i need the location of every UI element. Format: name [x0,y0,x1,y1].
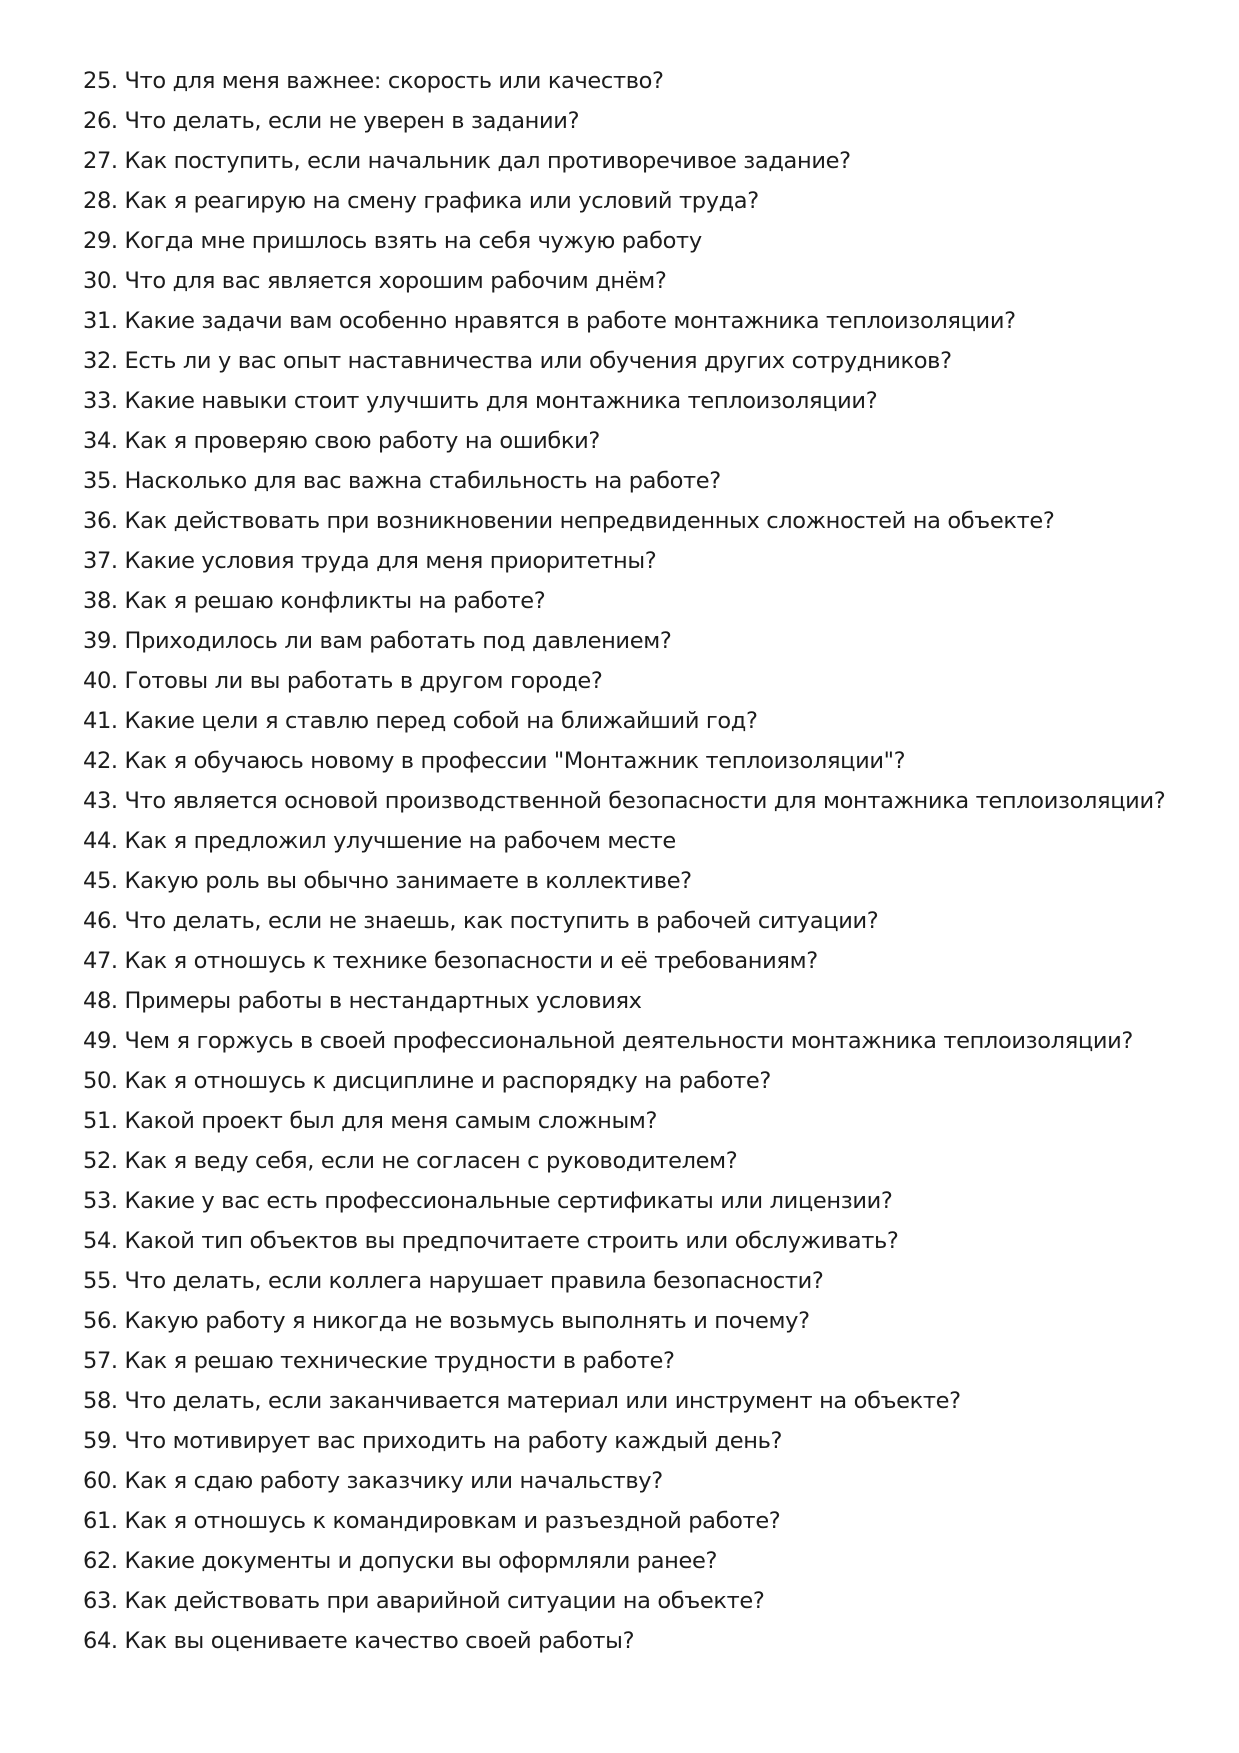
question-item: 43. Что является основой производственной безопасности для монтажника теплоизоляции? [83,788,1166,814]
question-item: 28. Как я реагирую на смену графика или условий труда? [83,188,759,214]
question-item: 41. Какие цели я ставлю перед собой на ближайший год? [83,708,758,734]
question-item: 29. Когда мне пришлось взять на себя чужую работу [83,228,702,254]
question-item: 62. Какие документы и допуски вы оформляли ранее? [83,1548,718,1574]
question-item: 49. Чем я горжусь в своей профессиональной деятельности монтажника теплоизоляции? [83,1028,1134,1054]
question-item: 30. Что для вас является хорошим рабочим днём? [83,268,667,294]
question-item: 61. Как я отношусь к командировкам и разъездной работе? [83,1508,781,1534]
question-item: 45. Какую роль вы обычно занимаете в коллективе? [83,868,692,894]
question-item: 56. Какую работу я никогда не возьмусь выполнять и почему? [83,1308,810,1334]
question-item: 39. Приходилось ли вам работать под давлением? [83,628,672,654]
question-item: 58. Что делать, если заканчивается материал или инструмент на объекте? [83,1388,961,1414]
question-item: 27. Как поступить, если начальник дал противоречивое задание? [83,148,851,174]
question-item: 38. Как я решаю конфликты на работе? [83,588,546,614]
question-item: 26. Что делать, если не уверен в задании? [83,108,580,134]
question-item: 51. Какой проект был для меня самым сложным? [83,1108,658,1134]
question-item: 47. Как я отношусь к технике безопасности и её требованиям? [83,948,818,974]
question-item: 48. Примеры работы в нестандартных условиях [83,988,642,1014]
question-list [83,61,1203,1661]
question-item: 59. Что мотивирует вас приходить на работу каждый день? [83,1428,783,1454]
question-item: 31. Какие задачи вам особенно нравятся в работе монтажника теплоизоляции? [83,308,1016,334]
question-item: 40. Готовы ли вы работать в другом городе? [83,668,603,694]
question-item: 33. Какие навыки стоит улучшить для монтажника теплоизоляции? [83,388,878,414]
question-item: 54. Какой тип объектов вы предпочитаете строить или обслуживать? [83,1228,899,1254]
question-item: 44. Как я предложил улучшение на рабочем месте [83,828,676,854]
question-item: 37. Какие условия труда для меня приоритетны? [83,548,657,574]
question-item: 25. Что для меня важнее: скорость или качество? [83,68,664,94]
question-item: 50. Как я отношусь к дисциплине и распорядку на работе? [83,1068,771,1094]
question-item: 60. Как я сдаю работу заказчику или начальству? [83,1468,663,1494]
question-item: 55. Что делать, если коллега нарушает правила безопасности? [83,1268,824,1294]
question-item: 36. Как действовать при возникновении непредвиденных сложностей на объекте? [83,508,1055,534]
question-item: 46. Что делать, если не знаешь, как поступить в рабочей ситуации? [83,908,879,934]
question-item: 64. Как вы оцениваете качество своей работы? [83,1628,635,1654]
question-item: 57. Как я решаю технические трудности в работе? [83,1348,675,1374]
question-item: 32. Есть ли у вас опыт наставничества или обучения других сотрудников? [83,348,952,374]
question-item: 35. Насколько для вас важна стабильность на работе? [83,468,721,494]
question-item: 53. Какие у вас есть профессиональные сертификаты или лицензии? [83,1188,893,1214]
question-item: 52. Как я веду себя, если не согласен с руководителем? [83,1148,738,1174]
question-item: 34. Как я проверяю свою работу на ошибки? [83,428,600,454]
question-item: 63. Как действовать при аварийной ситуации на объекте? [83,1588,765,1614]
question-item: 42. Как я обучаюсь новому в профессии "Монтажник теплоизоляции"? [83,748,906,774]
